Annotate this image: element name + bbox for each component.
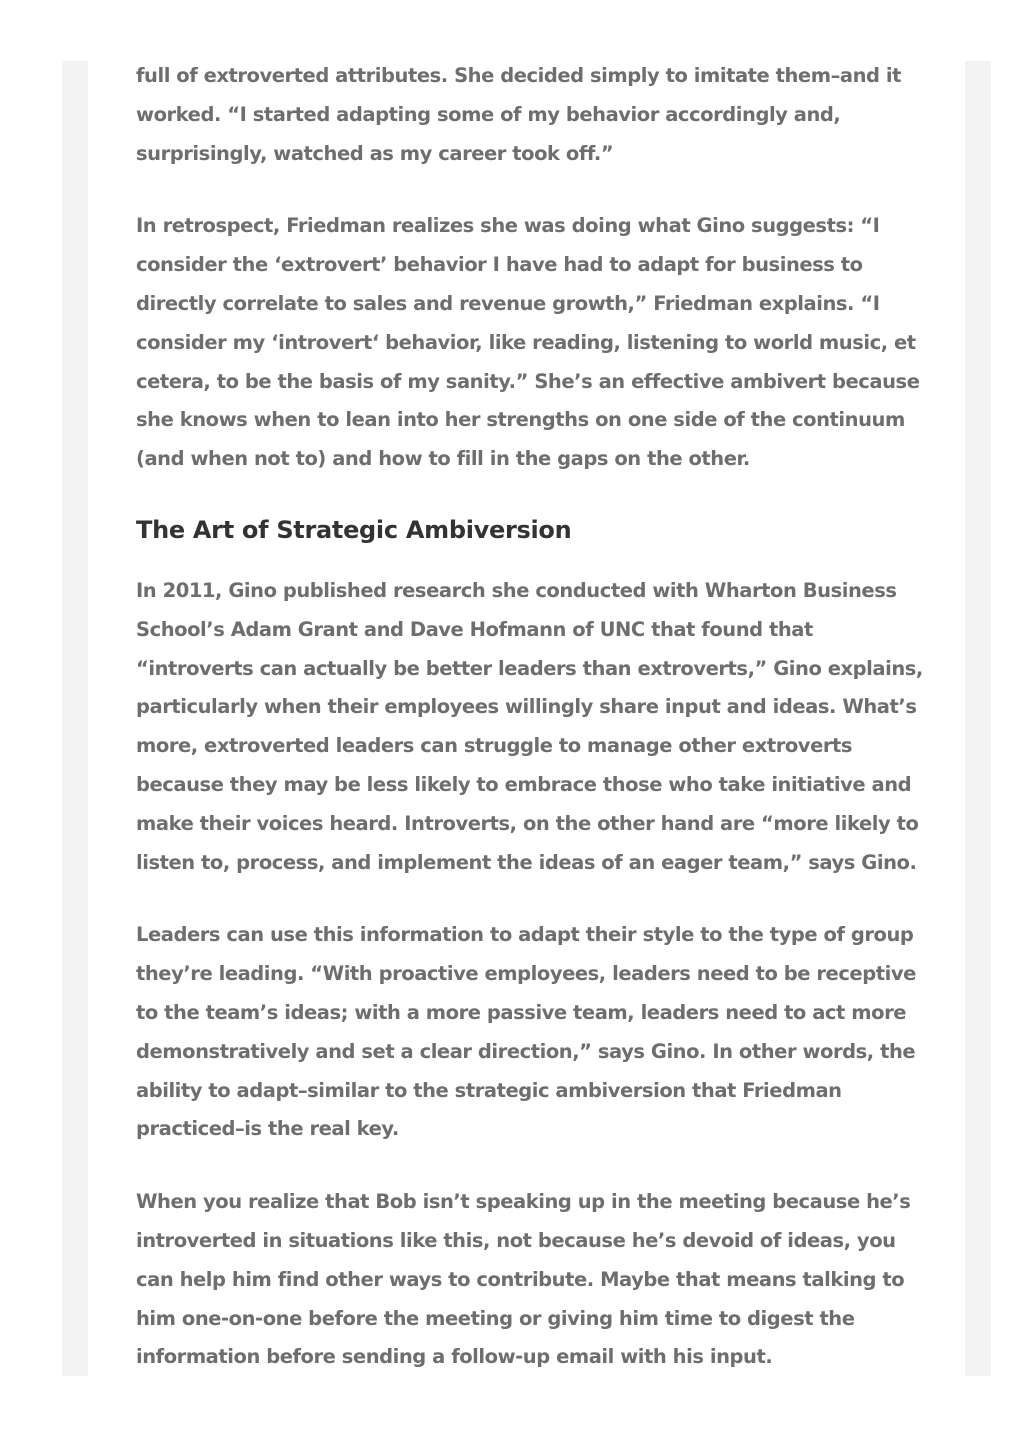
left-gutter xyxy=(62,61,88,1376)
right-gutter xyxy=(965,61,991,1376)
paragraph-1: full of extroverted attributes. She decided simply to imitate them–and it worked. “I started adapting some of my behavior accordingly and, surprisingly, watched as my career took off.” xyxy=(136,64,901,165)
paragraph-3: In 2011, Gino published research she conducted with Wharton Business School’s Adam Grant and Dave Hofmann of UNC that found that “introverts can actually be better leaders than extroverts,” Gino explains, particularly when their employees willingly share input and ideas. What’s more, extroverted leaders can struggle to manage other extroverts because they may be less likely to embrace those who take initiative and make their voices heard. Introverts, on the other hand are “more likely to listen to, process, and implement the ideas of an eager team,” says Gino. xyxy=(136,578,923,874)
article-body xyxy=(136,57,926,1411)
section-heading: The Art of Strategic Ambiversion xyxy=(136,515,572,544)
paragraph-5: When you realize that Bob isn’t speaking up in the meeting because he’s introverted in situations like this, not because he’s devoid of ideas, you can help him find other ways to contribute. Maybe that means talking to him one-on-one before the meeting or giving him time to digest the information before sending a follow-up email with his input. xyxy=(136,1190,911,1369)
paragraph-4: Leaders can use this information to adapt their style to the type of group they’re leading. “With proactive employees, leaders need to be receptive to the team’s ideas; with a more passive team, leaders need to act more demonstratively and set a clear direction,” says Gino. In other words, the ability to adapt–similar to the strategic ambiversion that Friedman practiced–is the real key. xyxy=(136,923,916,1141)
paragraph-2: In retrospect, Friedman realizes she was doing what Gino suggests: “I consider the ‘extrovert’ behavior I have had to adapt for business to directly correlate to sales and revenue growth,” Friedman explains. “I consider my ‘introvert‘ behavior, like reading, listening to world music, et cetera, to be the basis of my sanity.” She’s an effective ambivert because she knows when to lean into her strengths on one side of the continuum (and when not to) and how to fill in the gaps on the other. xyxy=(136,214,920,471)
